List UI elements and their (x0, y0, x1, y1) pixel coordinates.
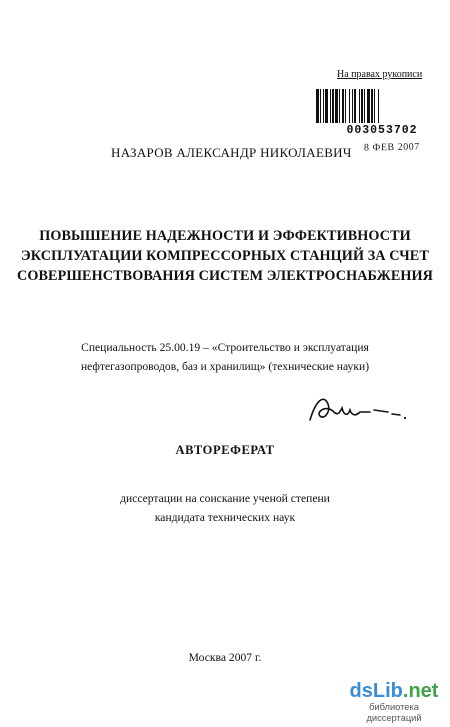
degree-line-2: кандидата технических наук (154, 511, 296, 524)
specialty-line-1: Специальность 25.00.19 – «Строительство и эксплуатация (81, 341, 369, 354)
logo-part-1: dsLib (349, 680, 403, 702)
rights-notice: На правах рукописи (337, 69, 423, 80)
specialty (0, 338, 450, 376)
place-year: Москва 2007 г. (188, 651, 262, 664)
specialty-line-2: нефтегазопроводов, баз и хранилищ» (технические науки) (80, 360, 370, 373)
dissertation-title (0, 226, 450, 286)
title-line-2: ЭКСПЛУАТАЦИИ КОМПРЕССОРНЫХ СТАНЦИЙ ЗА СЧЕТ (21, 248, 429, 264)
degree-info (0, 489, 450, 527)
document-type: АВТОРЕФЕРАТ (175, 443, 275, 457)
degree-line-1: диссертации на соискание ученой степени (120, 492, 330, 505)
title-line-3: СОВЕРШЕНСТВОВАНИЯ СИСТЕМ ЭЛЕКТРОСНАБЖЕНИЯ (17, 268, 433, 284)
receipt-stamp: 8 ФЕВ 2007 (363, 141, 420, 154)
dslib-logo (342, 680, 446, 702)
dslib-watermark[interactable] (342, 680, 446, 724)
author-name: НАЗАРОВ АЛЕКСАНДР НИКОЛАЕВИЧ (111, 145, 352, 160)
barcode (316, 89, 428, 123)
watermark-subtitle: библиотека диссертаций (366, 702, 422, 723)
logo-part-2: .net (402, 680, 439, 702)
barcode-number: 003053702 (346, 124, 418, 137)
handwritten-signature (306, 390, 416, 430)
title-line-1: ПОВЫШЕНИЕ НАДЕЖНОСТИ И ЭФФЕКТИВНОСТИ (39, 228, 411, 244)
